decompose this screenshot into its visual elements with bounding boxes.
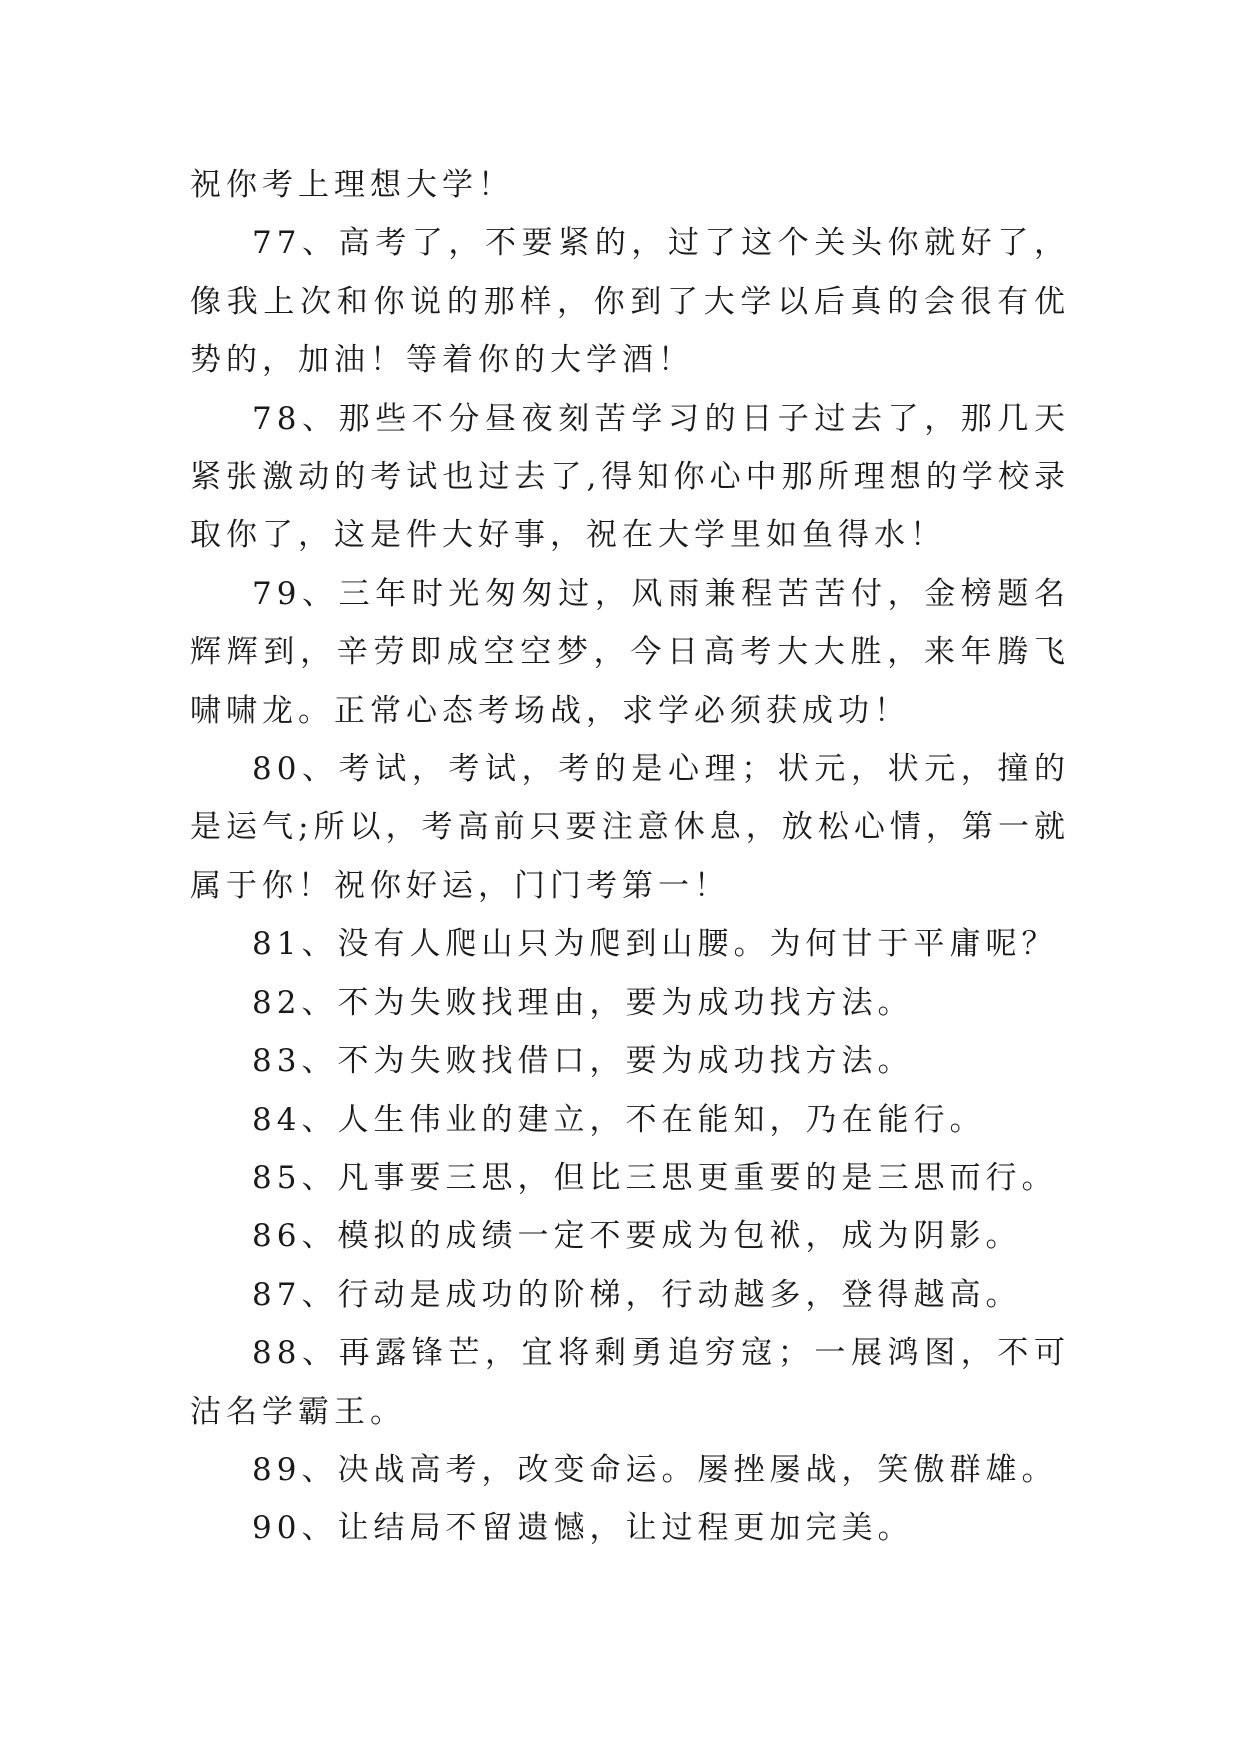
paragraph-79: 79、三年时光匆匆过，风雨兼程苦苦付，金榜题名辉辉到，辛劳即成空空梦，今日高考大大胜，来年腾飞啸啸龙。正常心态考场战，求学必须获成功！ <box>190 575 1070 729</box>
paragraph-81: 81、没有人爬山只为爬到山腰。为何甘于平庸呢？ <box>252 926 1058 963</box>
paragraph-80: 80、考试，考试，考的是心理；状元，状元，撞的是运气;所以，考高前只要注意休息，放松心情，第一就属于你！祝你好运，门门考第一！ <box>190 751 1070 904</box>
paragraph-84: 84、人生伟业的建立，不在能知，乃在能行。 <box>252 1101 986 1138</box>
paragraph-86: 86、模拟的成绩一定不要成为包袱，成为阴影。 <box>252 1218 1022 1255</box>
paragraph-78: 78、那些不分昼夜刻苦学习的日子过去了，那几天紧张激动的考试也过去了,得知你心中那所理想的学校录取你了，这是件大好事，祝在大学里如鱼得水！ <box>190 400 1070 554</box>
paragraph-88: 88、再露锋芒，宜将剩勇追穷寇；一展鸿图，不可沽名学霸王。 <box>190 1335 1070 1430</box>
paragraph-83: 83、不为失败找借口，要为成功找方法。 <box>252 1043 914 1080</box>
paragraph-89: 89、决战高考，改变命运。屡挫屡战，笑傲群雄。 <box>252 1451 1058 1488</box>
document-body <box>190 156 1070 1558</box>
paragraph-82: 82、不为失败找理由，要为成功找方法。 <box>252 984 914 1021</box>
paragraph-continuation: 祝你考上理想大学！ <box>190 167 514 203</box>
paragraph-87: 87、行动是成功的阶梯，行动越多，登得越高。 <box>252 1276 1022 1313</box>
paragraph-85: 85、凡事要三思，但比三思更重要的是三思而行。 <box>252 1159 1058 1196</box>
paragraph-77: 77、高考了，不要紧的，过了这个关头你就好了，像我上次和你说的那样，你到了大学以后真的会很有优势的，加油！等着你的大学酒！ <box>190 225 1070 379</box>
paragraph-90: 90、让结局不留遗憾，让过程更加完美。 <box>252 1510 914 1547</box>
